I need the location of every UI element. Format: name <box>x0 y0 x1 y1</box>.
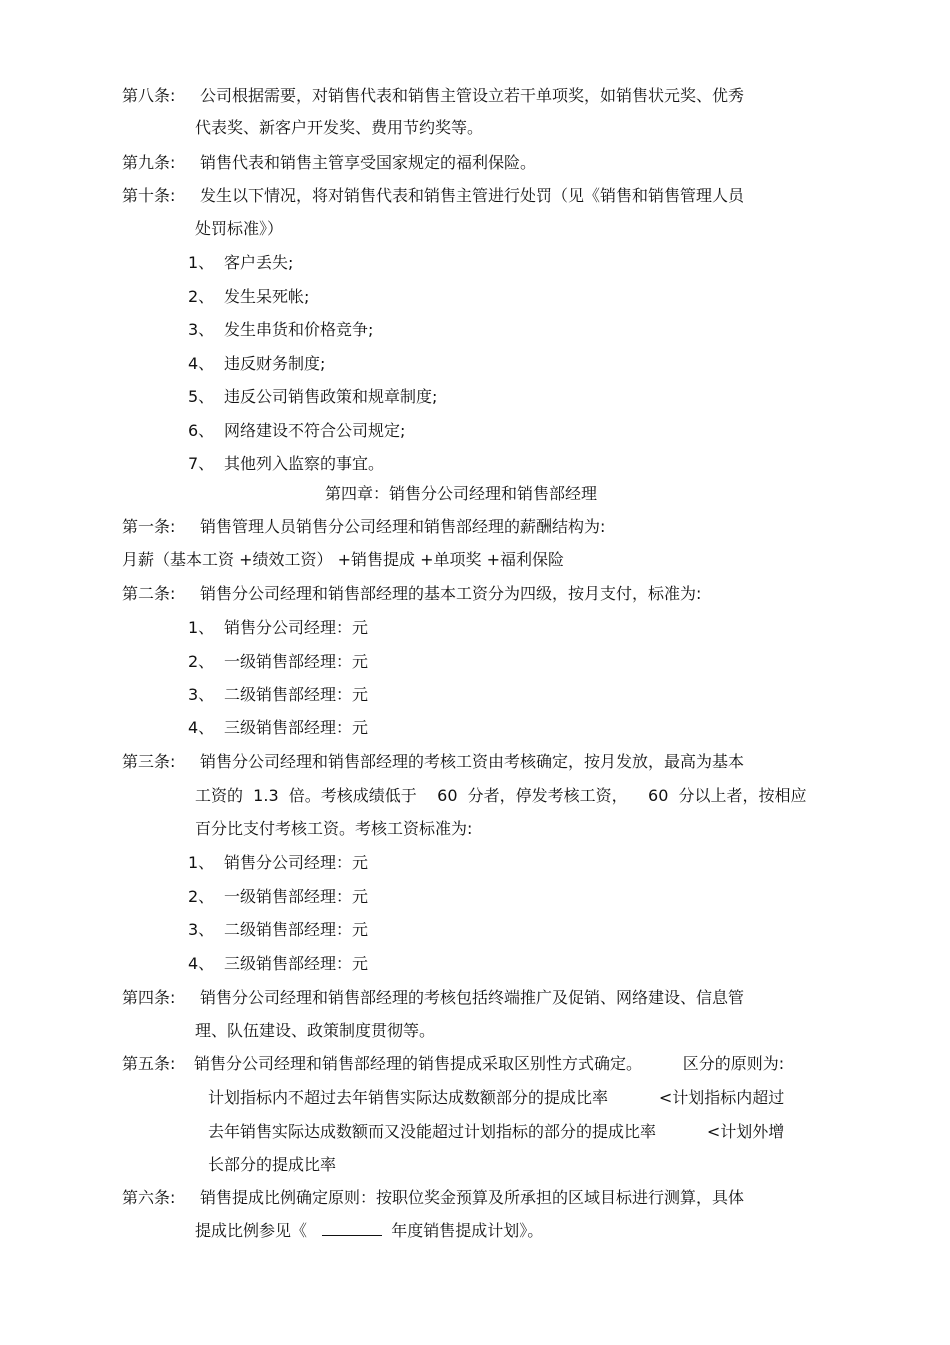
list-item <box>188 685 368 705</box>
chapter4-article-5-label: 第五条: <box>122 1054 176 1073</box>
list-text: 其他列入监察的事宜。 <box>224 454 385 473</box>
list-item <box>188 454 384 474</box>
salary-formula: 月薪（基本工资 +绩效工资） +销售提成 +单项奖 +福利保险 <box>122 550 564 569</box>
article-9-line-1 <box>122 153 536 173</box>
list-number: 3、 <box>188 920 215 939</box>
chapter4-article-5-line-4: 长部分的提成比率 <box>208 1155 337 1174</box>
list-text: 三级销售部经理：元 <box>224 954 369 973</box>
list-item <box>188 421 405 441</box>
chapter4-article-1-text: 销售管理人员销售分公司经理和销售部经理的薪酬结构为: <box>200 517 606 536</box>
chapter4-article-6-line-2 <box>195 1221 543 1241</box>
list-item <box>188 920 368 940</box>
article-8-text: 公司根据需要，对销售代表和销售主管设立若干单项奖，如销售状元奖、优秀 <box>200 86 745 105</box>
chapter4-article-3-line-1 <box>122 752 744 772</box>
article-9-label: 第九条: <box>122 153 176 172</box>
list-text: 网络建设不符合公司规定; <box>224 421 406 440</box>
article-9-text: 销售代表和销售主管享受国家规定的福利保险。 <box>200 153 537 172</box>
chapter4-article-5-line-3: 去年销售实际达成数额而又没能超过计划指标的部分的提成比率 <计划外增 <box>208 1122 785 1141</box>
chapter4-article-2-line-1 <box>122 584 701 604</box>
list-item <box>188 618 368 638</box>
chapter4-article-3-line-3: 百分比支付考核工资。考核工资标准为: <box>195 819 473 838</box>
list-item <box>188 287 309 307</box>
article-8-line-2: 代表奖、新客户开发奖、费用节约奖等。 <box>195 118 484 137</box>
article-10-label: 第十条: <box>122 186 176 205</box>
list-number: 7、 <box>188 454 215 473</box>
list-text: 客户丢失; <box>224 253 294 272</box>
list-number: 1、 <box>188 853 215 872</box>
list-item <box>188 253 293 273</box>
list-item <box>188 718 368 738</box>
list-number: 2、 <box>188 887 215 906</box>
list-number: 6、 <box>188 421 215 440</box>
list-text: 销售分公司经理：元 <box>224 853 369 872</box>
list-text: 二级销售部经理：元 <box>224 920 369 939</box>
chapter4-article-5-line-1 <box>122 1054 784 1074</box>
list-item <box>188 354 325 374</box>
chapter4-article-3-line-2: 工资的 1.3 倍。考核成绩低于 60 分者，停发考核工资， 60 分以上者，按相应 <box>195 786 807 805</box>
chapter4-article-1-label: 第一条: <box>122 517 176 536</box>
list-text: 一级销售部经理：元 <box>224 652 369 671</box>
chapter4-article-5-line-2: 计划指标内不超过去年销售实际达成数额部分的提成比率 <计划指标内超过 <box>208 1088 785 1107</box>
list-number: 2、 <box>188 287 215 306</box>
chapter4-article-2-label: 第二条: <box>122 584 176 603</box>
chapter4-article-4-text: 销售分公司经理和销售部经理的考核包括终端推广及促销、网络建设、信息管 <box>200 988 745 1007</box>
list-number: 4、 <box>188 954 215 973</box>
list-number: 1、 <box>188 618 215 637</box>
list-text: 违反财务制度; <box>224 354 326 373</box>
article-10-line-2: 处罚标准》） <box>195 219 284 238</box>
list-number: 3、 <box>188 685 215 704</box>
chapter4-article-1-line-1 <box>122 517 605 537</box>
list-text: 一级销售部经理：元 <box>224 887 369 906</box>
list-number: 2、 <box>188 652 215 671</box>
chapter4-article-2-text: 销售分公司经理和销售部经理的基本工资分为四级，按月支付，标准为: <box>200 584 702 603</box>
year-blank-field <box>322 1221 382 1236</box>
list-text: 发生串货和价格竞争; <box>224 320 374 339</box>
list-text: 发生呆死帐; <box>224 287 310 306</box>
list-item <box>188 954 368 974</box>
chapter4-article-4-label: 第四条: <box>122 988 176 1007</box>
chapter4-article-5-text: 销售分公司经理和销售部经理的销售提成采取区别性方式确定。 区分的原则为: <box>194 1054 785 1073</box>
list-text: 销售分公司经理：元 <box>224 618 369 637</box>
list-item <box>188 320 373 340</box>
chapter4-article-6-line-1 <box>122 1188 744 1208</box>
chapter-title: 第四章：销售分公司经理和销售部经理 <box>325 484 598 503</box>
chapter4-article-6-text: 销售提成比例确定原则：按职位奖金预算及所承担的区域目标进行测算，具体 <box>200 1188 745 1207</box>
article-8-label: 第八条: <box>122 86 176 105</box>
list-number: 1、 <box>188 253 215 272</box>
list-item <box>188 652 368 672</box>
list-text: 违反公司销售政策和规章制度; <box>224 387 438 406</box>
list-number: 4、 <box>188 354 215 373</box>
chapter4-article-3-label: 第三条: <box>122 752 176 771</box>
article-10-text: 发生以下情况，将对销售代表和销售主管进行处罚（见《销售和销售管理人员 <box>200 186 745 205</box>
list-item <box>188 853 368 873</box>
article-10-line-1 <box>122 186 744 206</box>
list-text: 二级销售部经理：元 <box>224 685 369 704</box>
list-number: 3、 <box>188 320 215 339</box>
article-8-line-1 <box>122 86 744 106</box>
chapter4-article-6-label: 第六条: <box>122 1188 176 1207</box>
list-text: 三级销售部经理：元 <box>224 718 369 737</box>
chapter4-article-6-text-suffix: 年度销售提成计划》。 <box>391 1221 544 1240</box>
chapter4-article-3-text: 销售分公司经理和销售部经理的考核工资由考核确定，按月发放，最高为基本 <box>200 752 745 771</box>
list-number: 4、 <box>188 718 215 737</box>
chapter4-article-4-line-1 <box>122 988 744 1008</box>
list-item <box>188 387 437 407</box>
chapter4-article-4-line-2: 理、队伍建设、政策制度贯彻等。 <box>195 1021 436 1040</box>
list-number: 5、 <box>188 387 215 406</box>
chapter4-article-6-text-prefix: 提成比例参见《 <box>195 1221 308 1240</box>
list-item <box>188 887 368 907</box>
